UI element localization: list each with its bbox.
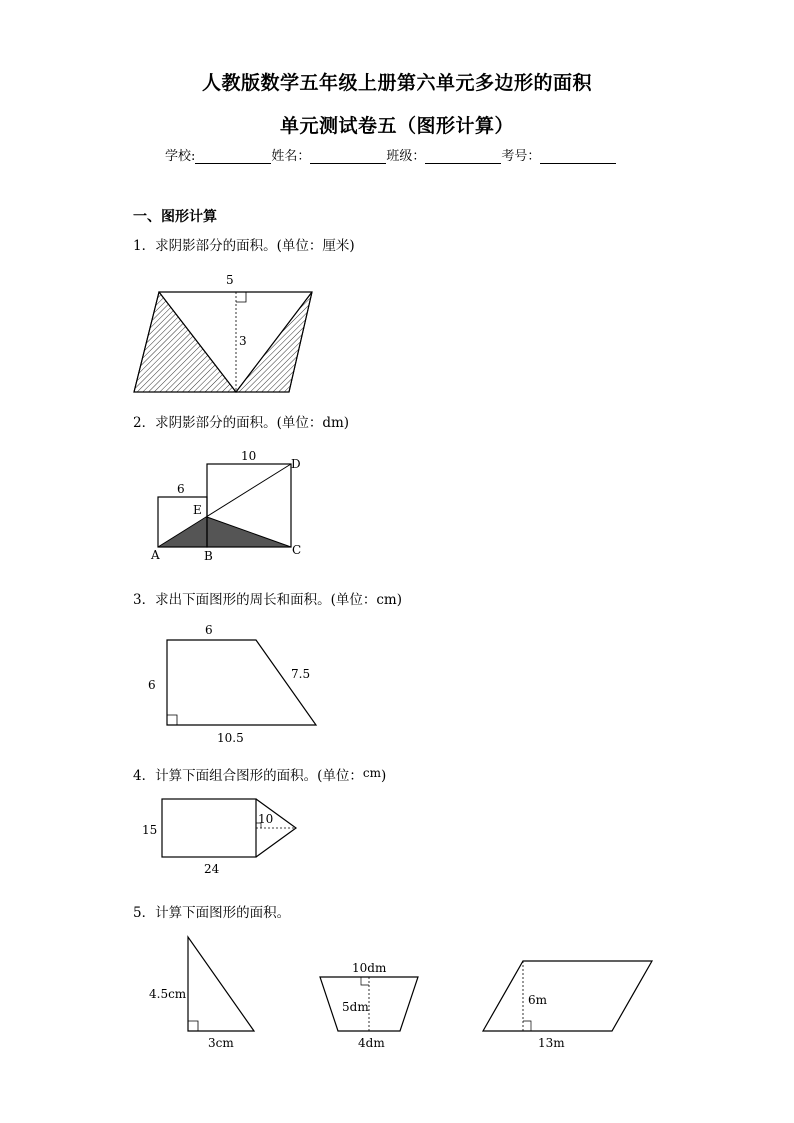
question-2-figure — [145, 445, 325, 570]
right-angle-mark — [236, 292, 246, 302]
label-C: C — [292, 543, 302, 557]
question-1-text: 1．求阴影部分的面积。(单位：厘米) — [133, 238, 355, 254]
right-angle-mark — [167, 715, 177, 725]
question-2-text: 2．求阴影部分的面积。(单位：dm) — [133, 415, 350, 431]
label-bottom: 24 — [204, 862, 220, 876]
question-4-unit: cm — [362, 766, 381, 780]
label-triangle-height: 10 — [258, 812, 274, 826]
page-title: 人教版数学五年级上册第六单元多边形的面积 — [201, 72, 592, 94]
label-triangle-height: 4.5cm — [149, 987, 187, 1001]
shaded-triangle — [158, 517, 291, 547]
parallelogram-right-angle-mark — [523, 1021, 531, 1031]
page-subtitle: 单元测试卷五（图形计算） — [279, 115, 514, 137]
rectangle — [162, 799, 256, 857]
label-trapezoid-height: 5dm — [342, 1000, 369, 1014]
school-blank[interactable] — [195, 149, 271, 164]
triangle-right-angle-mark — [188, 1021, 198, 1031]
question-4-text — [133, 764, 386, 784]
question-3-text: 3．求出下面图形的周长和面积。(单位：cm) — [133, 592, 402, 608]
label-triangle-base: 3cm — [208, 1036, 234, 1050]
label-left: 6 — [148, 678, 156, 692]
question-4-prompt: 4．计算下面组合图形的面积。(单位： — [133, 768, 363, 784]
class-label: 班级： — [386, 149, 426, 164]
question-5-figure — [140, 930, 670, 1055]
left-shaded-triangle — [134, 292, 236, 392]
label-trapezoid-bottom: 4dm — [358, 1036, 385, 1050]
name-blank[interactable] — [310, 149, 386, 164]
trapezoid-right-angle-mark — [361, 977, 369, 985]
label-top: 10 — [241, 449, 257, 463]
right-triangle — [188, 937, 254, 1031]
label-left: 6 — [177, 482, 185, 496]
question-4-close: ) — [380, 768, 387, 784]
number-label: 考号： — [501, 149, 541, 164]
label-D: D — [291, 457, 301, 471]
class-blank[interactable] — [425, 149, 501, 164]
school-label: 学校: — [165, 149, 196, 164]
parallelogram — [483, 961, 652, 1031]
question-1-figure — [125, 268, 325, 398]
student-info-line — [165, 145, 616, 164]
label-slant: 7.5 — [291, 667, 311, 681]
label-parallelogram-height: 6m — [528, 993, 548, 1007]
label-trapezoid-top: 10dm — [352, 961, 387, 975]
label-top: 5 — [226, 273, 234, 287]
question-4-figure — [135, 795, 315, 885]
question-3-figure — [140, 620, 340, 748]
question-5-text: 5．计算下面图形的面积。 — [133, 905, 291, 921]
label-height: 3 — [239, 334, 247, 348]
section-title: 一、图形计算 — [133, 209, 217, 225]
label-height: 15 — [142, 823, 158, 837]
label-top: 6 — [205, 623, 213, 637]
label-B: B — [204, 549, 213, 563]
trapezoid-outline — [167, 640, 316, 725]
name-label: 姓名： — [271, 149, 311, 164]
label-parallelogram-base: 13m — [538, 1036, 565, 1050]
number-blank[interactable] — [540, 149, 616, 164]
label-E: E — [193, 503, 202, 517]
label-A: A — [151, 548, 160, 562]
label-bottom: 10.5 — [217, 731, 244, 745]
